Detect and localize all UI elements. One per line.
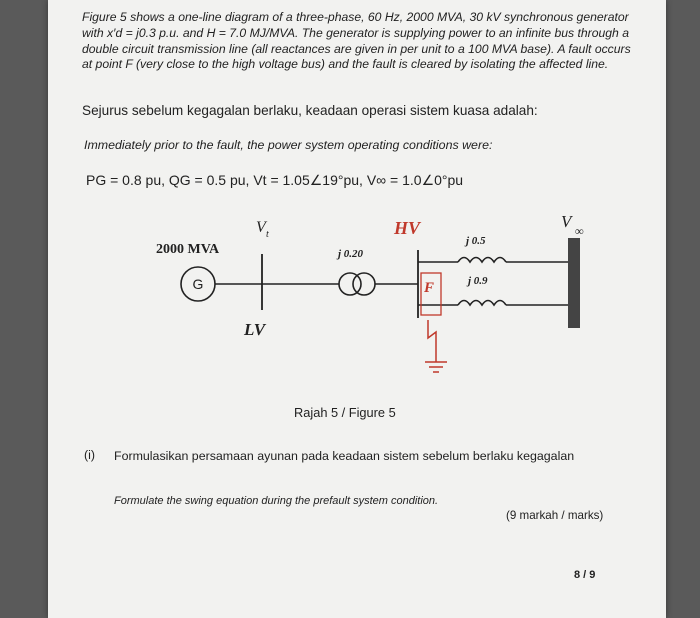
question-malay: Formulasikan persamaan ayunan pada keadaan sistem sebelum berlaku kegagalan	[114, 449, 575, 463]
line1-inductor	[458, 258, 506, 263]
transformer-reactance: j 0.20	[338, 248, 364, 260]
line2-inductor	[458, 301, 506, 306]
lv-label: LV	[244, 320, 266, 339]
fault-label: F	[424, 280, 435, 296]
transformer-winding-1	[339, 273, 361, 295]
question-english: Formulate the swing equation during the prefault system condition.	[114, 495, 439, 507]
question-marks: (9 markah / marks)	[506, 509, 604, 522]
page-number: 8 / 9	[574, 569, 596, 581]
line1-reactance: j 0.5	[466, 235, 486, 247]
one-line-diagram	[148, 210, 584, 400]
generator-symbol: G	[192, 276, 204, 292]
generator-rating: 2000 MVA	[156, 242, 220, 257]
transformer-winding-2	[353, 273, 375, 295]
problem-intro: Figure 5 shows a one-line diagram of a three-phase, 60 Hz, 2000 MVA, 30 kV synchronous generator with x′d = j0.3 p.u. and H = 7.0 MJ/MVA. The generator is supplying power to an infinite bus through a double circuit transmission line (all reactances are given in per unit to a 100 MVA base). A fault occurs at point F (very close to the high voltage bus) and the fault is cleared by isolating the affected line.	[82, 10, 631, 72]
vinf-subscript: ∞	[575, 224, 584, 238]
infinite-bus	[568, 238, 580, 328]
line2-reactance: j 0.9	[468, 275, 488, 287]
question-number: (i)	[84, 448, 96, 462]
malay-question: Sejurus sebelum kegagalan berlaku, keadaan operasi sistem kuasa adalah:	[82, 103, 538, 118]
hv-label: HV	[394, 218, 421, 238]
fault-lightning	[428, 320, 436, 350]
english-question: Immediately prior to the fault, the power system operating conditions were:	[84, 138, 493, 152]
document-page	[48, 0, 666, 618]
vt-label: V	[256, 219, 266, 236]
operating-conditions: PG = 0.8 pu, QG = 0.5 pu, Vt = 1.05∠19°pu, V∞ = 1.0∠0°pu	[86, 172, 464, 188]
vt-subscript: t	[266, 229, 269, 240]
vinf-label: V	[561, 212, 572, 231]
figure-caption: Rajah 5 / Figure 5	[294, 405, 396, 420]
